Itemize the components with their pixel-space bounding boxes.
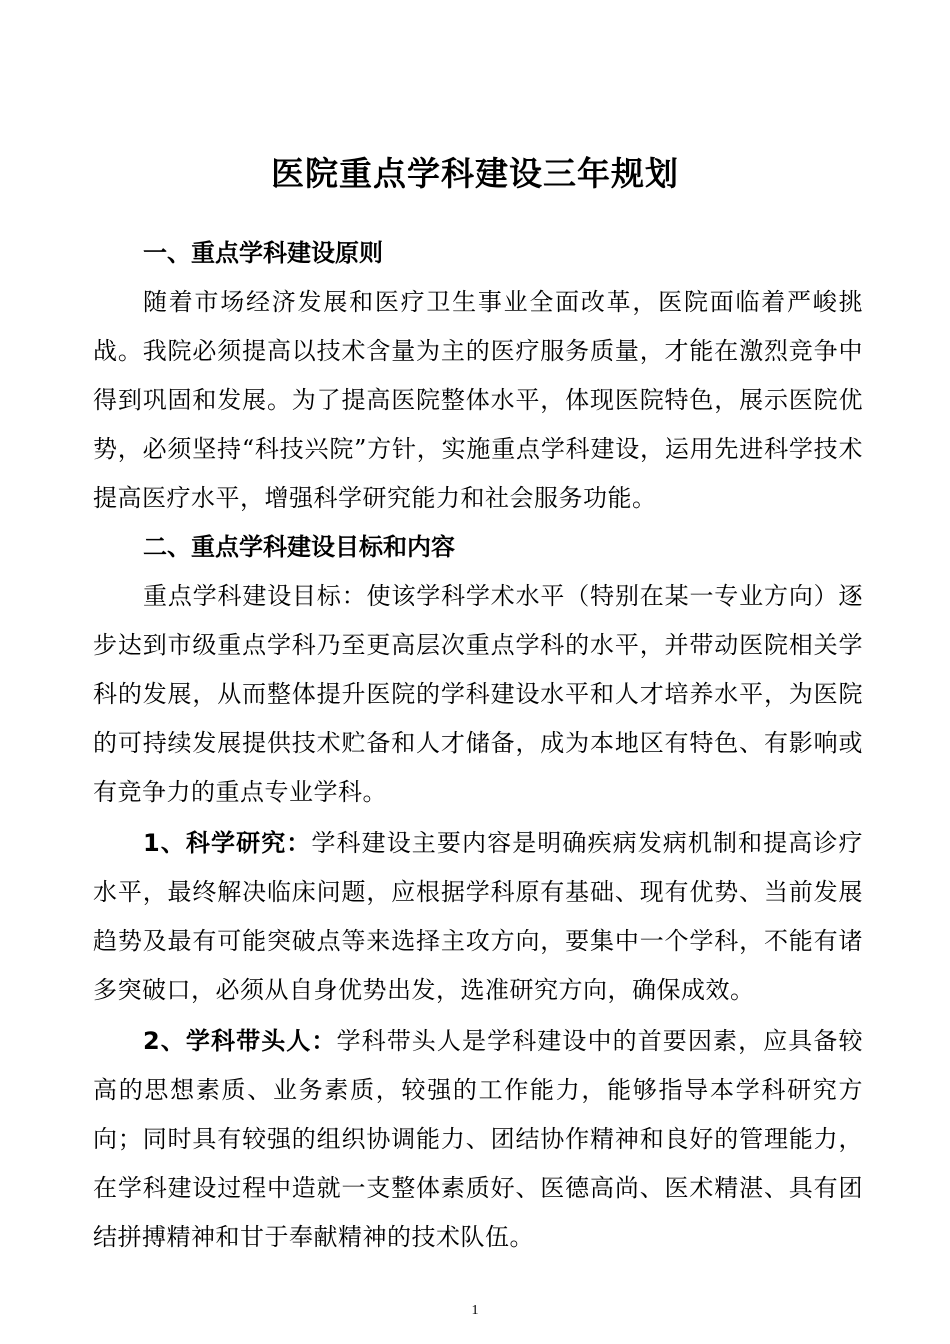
section-heading-principles: 一、重点学科建设原则 xyxy=(143,239,383,267)
section-paragraph-principles: 随着市场经济发展和医疗卫生事业全面改革，医院面临着严峻挑战。我院必须提高以技术含量为主的医疗服务质量，才能在激烈竞争中得到巩固和发展。为了提高医院整体水平，体现医院特色，展示医院优势，必须坚持“科技兴院”方针，实施重点学科建设，运用先进科学技术提高医疗水平，增强科学研究能力和社会服务功能。 xyxy=(93,288,863,512)
list-item-label: 2、学科带头人： xyxy=(143,1027,337,1055)
list-item-discipline-leader xyxy=(93,1017,863,1262)
page-number: 1 xyxy=(471,1303,479,1318)
list-item-text: 学科带头人是学科建设中的首要因素，应具备较高的思想素质、业务素质，较强的工作能力，能够指导本学科研究方向；同时具有较强的组织协调能力、团结协作精神和良好的管理能力，在学科建设过程中造就一支整体素质好、医德高尚、医术精湛、具有团结拼搏精神和甘于奉献精神的技术队伍。 xyxy=(93,1027,863,1251)
list-item-scientific-research xyxy=(93,819,863,1015)
document-body xyxy=(93,229,863,1262)
document-title: 医院重点学科建设三年规划 xyxy=(271,154,679,194)
list-item-text: 学科建设主要内容是明确疾病发病机制和提高诊疗水平，最终解决临床问题，应根据学科原有基础、现有优势、当前发展趋势及最有可能突破点等来选择主攻方向，要集中一个学科，不能有诸多突破口，必须从自身优势出发，选准研究方向，确保成效。 xyxy=(93,829,864,1004)
section-heading-goals: 二、重点学科建设目标和内容 xyxy=(143,533,455,561)
list-item-label: 1、科学研究： xyxy=(143,829,312,857)
section-paragraph-goals: 重点学科建设目标：使该学科学术水平（特别在某一专业方向）逐步达到市级重点学科乃至更高层次重点学科的水平，并带动医院相关学科的发展，从而整体提升医院的学科建设水平和人才培养水平，为医院的可持续发展提供技术贮备和人才储备，成为本地区有特色、有影响或有竞争力的重点专业学科。 xyxy=(93,582,863,806)
